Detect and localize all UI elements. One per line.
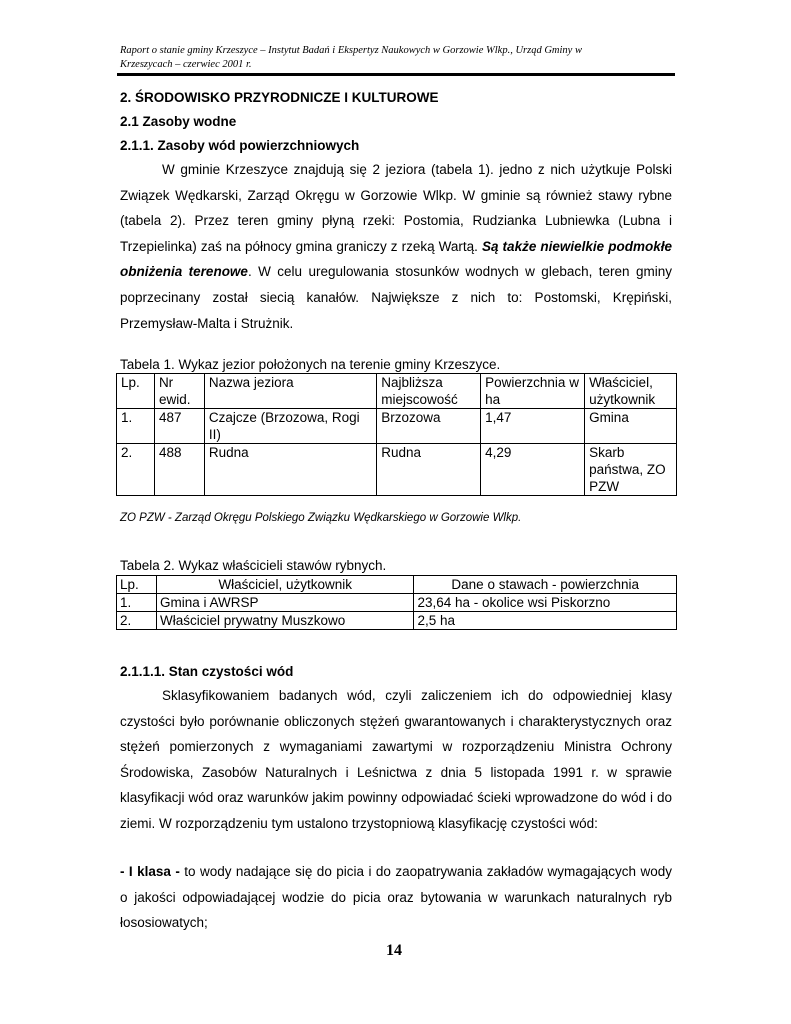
table-row xyxy=(117,409,677,444)
table-cell: 1. xyxy=(117,409,155,444)
table-cell: 488 xyxy=(154,444,204,496)
table-cell: 23,64 ha - okolice wsi Piskorzno xyxy=(414,594,677,612)
table1-caption: Tabela 1. Wykaz jezior położonych na terenie gminy Krzeszyce. xyxy=(120,357,501,372)
table-cell: Gmina xyxy=(585,409,677,444)
page-number: 14 xyxy=(386,942,402,959)
table-header-cell: Lp. xyxy=(117,576,157,594)
table-header-cell: Najbliższa miejscowość xyxy=(377,374,481,409)
table-cell: Rudna xyxy=(377,444,481,496)
table-header-cell: Lp. xyxy=(117,374,155,409)
table-row xyxy=(117,612,677,630)
running-header xyxy=(120,44,660,72)
running-header-line-2: Krzeszycach – czerwiec 2001 r. xyxy=(120,59,252,70)
table-cell: Właściciel prywatny Muszkowo xyxy=(156,612,414,630)
table-cell: 2,5 ha xyxy=(414,612,677,630)
table2-caption: Tabela 2. Wykaz właścicieli stawów rybnych. xyxy=(120,558,387,573)
table1-footnote: ZO PZW - Zarząd Okręgu Polskiego Związku Wędkarskiego w Gorzowie Wlkp. xyxy=(120,512,522,524)
table-cell: 1,47 xyxy=(481,409,585,444)
paragraph-class-one xyxy=(120,859,672,936)
table-header-cell: Nr ewid. xyxy=(154,374,204,409)
table-header-row xyxy=(117,374,677,409)
table-cell: 2. xyxy=(117,444,155,496)
paragraph-water-classification: Sklasyfikowaniem badanych wód, czyli zaliczeniem ich do odpowiedniej klasy czystości było porównanie obliczonych stężeń gwarantowanych i charakterystycznych oraz stężeń pomierzonych z wymaganiami zawartymi w rozporządzeniu Ministra Ochrony Środowiska, Zasobów Naturalnych i Leśnictwa z dnia 5 listopada 1991 r. w sprawie klasyfikacji wód oraz warunków jakim powinny odpowiadać ścieki wprowadzone do wód i do ziemi. W rozporządzeniu tym ustalono trzystopniową klasyfikację czystości wód: xyxy=(120,688,672,831)
subsubsection-heading: 2.1.1. Zasoby wód powierzchniowych xyxy=(120,138,360,153)
table-cell: 1. xyxy=(117,594,157,612)
table-header-cell: Nazwa jeziora xyxy=(204,374,376,409)
header-divider xyxy=(117,73,675,76)
subsubsubsection-heading: 2.1.1.1. Stan czystości wód xyxy=(120,664,294,679)
table-cell: 487 xyxy=(154,409,204,444)
table-header-row xyxy=(117,576,677,594)
paragraph-text: W gminie Krzeszyce znajdują się 2 jeziora (tabela 1). jedno z nich użytkuje Polski Związek Wędkarski, Zarząd Okręgu w Gorzowie Wlkp. W gminie są również stawy rybne (tabela 2). Przez teren gminy płyną rzeki: Postomia, Rudzianka Lubniewka (Lubna i Trzepielinka) zaś na północy gmina graniczy z rzeką Wartą. xyxy=(120,162,672,254)
paragraph-water-resources xyxy=(120,157,672,336)
table-row xyxy=(117,594,677,612)
table-cell: 4,29 xyxy=(481,444,585,496)
section-heading: 2. ŚRODOWISKO PRZYRODNICZE I KULTUROWE xyxy=(120,90,439,105)
table-header-cell: Właściciel, użytkownik xyxy=(585,374,677,409)
table-cell: Rudna xyxy=(204,444,376,496)
fish-ponds-table xyxy=(116,575,677,630)
table-cell: Gmina i AWRSP xyxy=(156,594,414,612)
table-cell: Skarb państwa, ZO PZW xyxy=(585,444,677,496)
table-header-cell: Powierzchnia w ha xyxy=(481,374,585,409)
subsection-heading: 2.1 Zasoby wodne xyxy=(120,114,237,129)
class-label: - I klasa - xyxy=(120,864,180,879)
class-description: to wody nadające się do picia i do zaopatrywania zakładów wymagających wody o jakości odpowiadającej wodzie do picia oraz bytowania w warunkach naturalnych ryb łososiowatych; xyxy=(120,864,672,931)
paragraph-text-continued: . W celu uregulowania stosunków wodnych w glebach, teren gminy poprzecinany został siecią kanałów. Największe z nich to: Postomski, Krępiński, Przemysław-Malta i Strużnik. xyxy=(120,264,672,331)
table-row xyxy=(117,444,677,496)
table-cell: Brzozowa xyxy=(377,409,481,444)
table-cell: Czajcze (Brzozowa, Rogi II) xyxy=(204,409,376,444)
running-header-line-1: Raport o stanie gminy Krzeszyce – Instytut Badań i Ekspertyz Naukowych w Gorzowie Wlkp., Urząd Gminy w xyxy=(120,45,582,56)
table-cell: 2. xyxy=(117,612,157,630)
table-header-cell: Właściciel, użytkownik xyxy=(156,576,414,594)
table-header-cell: Dane o stawach - powierzchnia xyxy=(414,576,677,594)
emphasized-text: Są także niewielkie podmokłe obniżenia terenowe xyxy=(120,238,672,280)
lakes-table xyxy=(116,373,677,496)
